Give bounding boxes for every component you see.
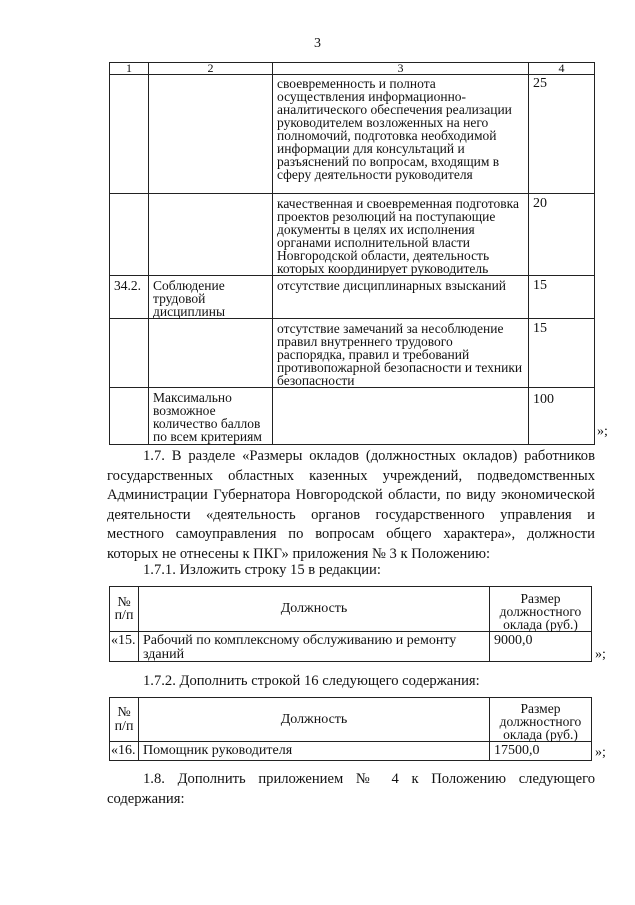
indicator-cell: отсутствие дисциплинарных взысканий	[273, 276, 529, 319]
paragraph-text: 1.7.1. Изложить строку 15 в редакции:	[143, 562, 381, 578]
table-header-row	[110, 698, 592, 742]
score-cell: 15	[529, 276, 595, 319]
position-cell: Помощник руководителя	[139, 742, 490, 761]
table-header-row	[110, 63, 595, 75]
closing-quote: »;	[597, 424, 608, 439]
row-number	[110, 75, 149, 194]
score-cell: 20	[529, 194, 595, 276]
paragraph-1-7	[107, 447, 595, 564]
row-number: «15.	[110, 632, 139, 662]
criterion-cell: Соблюдение трудовой дисциплины	[149, 276, 273, 319]
table-row	[110, 742, 592, 761]
indicator-cell	[273, 388, 529, 445]
table-row	[110, 388, 595, 445]
header-salary: Размер должностного оклада (руб.)	[490, 587, 592, 632]
score-cell: 25	[529, 75, 595, 194]
position-cell: Рабочий по комплексному обслуживанию и ремонту зданий	[139, 632, 490, 662]
salary-cell: 17500,0	[490, 742, 592, 761]
header-cell: 2	[149, 63, 273, 75]
criterion-cell	[149, 319, 273, 388]
closing-quote: »;	[595, 745, 606, 760]
table-row	[110, 319, 595, 388]
paragraph-1-8	[107, 770, 595, 809]
paragraph-1-7-2	[143, 672, 595, 692]
salary-table-row-16	[109, 697, 592, 761]
salary-table-row-15	[109, 586, 592, 662]
header-cell: 1	[110, 63, 149, 75]
salary-cell: 9000,0	[490, 632, 592, 662]
paragraph-text: 1.8. Дополнить приложением № 4 к Положению следующего содержания:	[107, 771, 595, 807]
header-cell: 3	[273, 63, 529, 75]
table-row	[110, 632, 592, 662]
header-position: Должность	[139, 587, 490, 632]
table-row	[110, 194, 595, 276]
table-row	[110, 276, 595, 319]
criterion-cell: Максимально возможное количество баллов по всем критериям	[149, 388, 273, 445]
closing-quote: »;	[595, 647, 606, 662]
indicator-cell: отсутствие замечаний за несоблюдение правил внутреннего трудового распорядка, правил и требований противопожарной безопасности и техники безопасности	[273, 319, 529, 388]
paragraph-text: 1.7. В разделе «Размеры окладов (должностных окладов) работников государственных областных казенных учреждений, подведомственных Администрации Губернатора Новгородской области, по виду экономической деятельности «деятельность органов государственного управления и местного самоуправления по вопросам общего характера», должности которых не отнесены к ПКГ» приложения № 3 к Положению:	[107, 448, 595, 562]
header-position: Должность	[139, 698, 490, 742]
criterion-cell	[149, 194, 273, 276]
criterion-cell	[149, 75, 273, 194]
page-number: 3	[314, 36, 321, 51]
paragraph-text: 1.7.2. Дополнить строкой 16 следующего содержания:	[143, 673, 480, 689]
row-number	[110, 388, 149, 445]
row-number	[110, 319, 149, 388]
row-number	[110, 194, 149, 276]
score-cell: 15	[529, 319, 595, 388]
header-num: № п/п	[110, 698, 139, 742]
row-number: 34.2.	[110, 276, 149, 319]
header-cell: 4	[529, 63, 595, 75]
row-number: «16.	[110, 742, 139, 761]
header-num: № п/п	[110, 587, 139, 632]
indicator-cell: качественная и своевременная подготовка проектов резолюций на поступающие документы в целях их исполнения органами исполнительной власти Новгородской области, деятельность которых координирует руководитель	[273, 194, 529, 276]
table-row	[110, 75, 595, 194]
criteria-table	[109, 62, 595, 445]
table-header-row	[110, 587, 592, 632]
paragraph-1-7-1	[143, 561, 595, 581]
header-salary: Размер должностного оклада (руб.)	[490, 698, 592, 742]
indicator-cell: своевременность и полнота осуществления информационно-аналитического обеспечения реализации руководителем возложенных на него полномочий, подготовка необходимой информации для консультаций и разъяснений по вопросам, входящим в сферу деятельности руководителя	[273, 75, 529, 194]
score-cell: 100	[529, 388, 595, 445]
